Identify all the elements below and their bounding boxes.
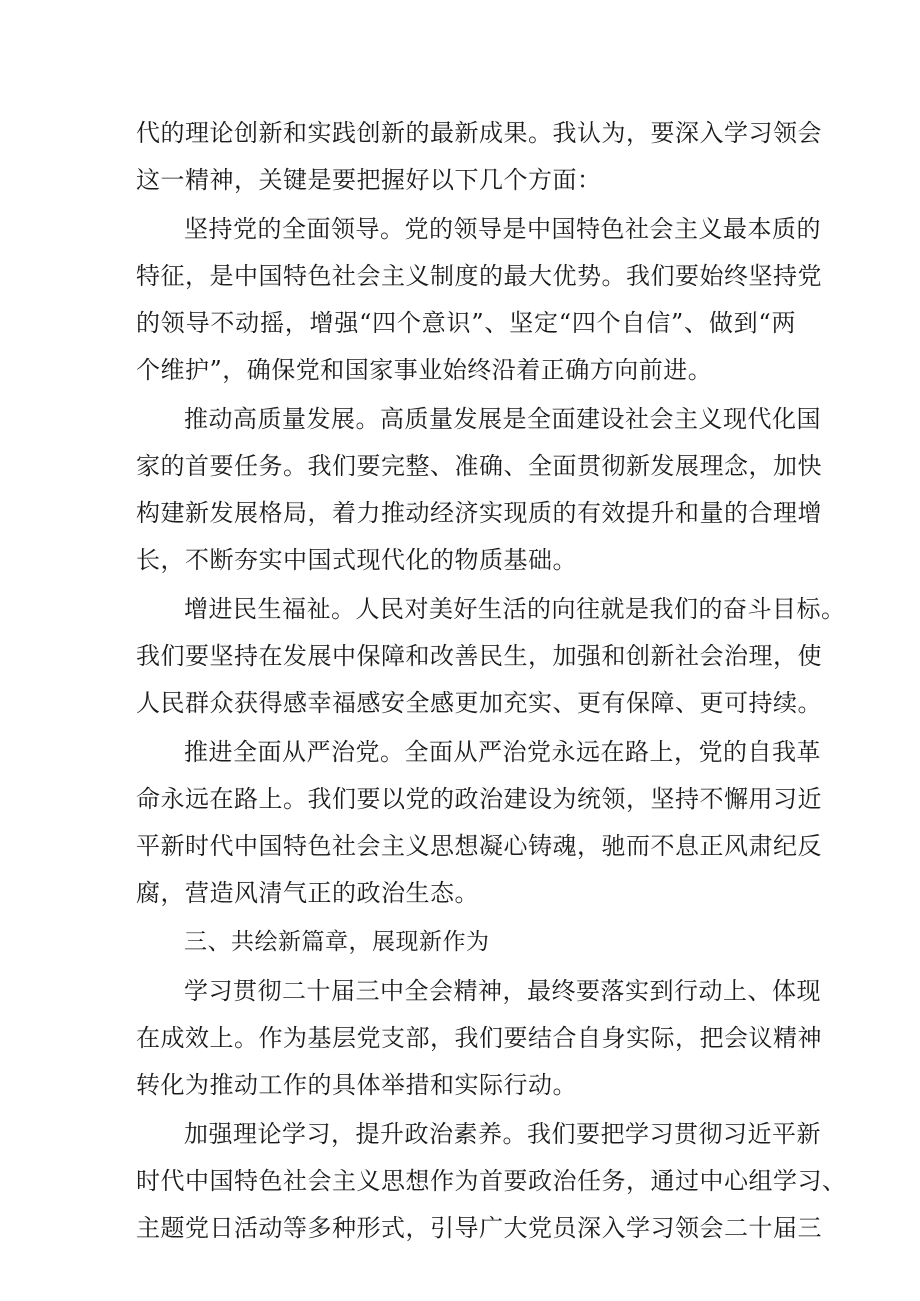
text-line: 这一精神，关键是要把握好以下几个方面： bbox=[136, 166, 602, 194]
text-line: 学习贯彻二十届三中全会精神，最终要落实到行动上、体现 bbox=[184, 977, 821, 1005]
text-line: 家的首要任务。我们要完整、准确、全面贯彻新发展理念，加快 bbox=[136, 452, 822, 480]
text-line: 代的理论创新和实践创新的最新成果。我认为，要深入学习领会 bbox=[136, 119, 822, 147]
text-line: 平新时代中国特色社会主义思想凝心铸魂，驰而不息正风肃纪反 bbox=[136, 832, 822, 860]
section-heading: 三、共绘新篇章，展现新作为 bbox=[184, 929, 490, 955]
text-line: 腐，营造风清气正的政治生态。 bbox=[136, 879, 479, 907]
text-line: 特征，是中国特色社会主义制度的最大优势。我们要始终坚持党 bbox=[136, 262, 822, 290]
text-line: 主题党日活动等多种形式，引导广大党员深入学习领会二十届三 bbox=[136, 1214, 822, 1242]
text-line: 命永远在路上。我们要以党的政治建设为统领，坚持不懈用习近 bbox=[136, 785, 822, 813]
text-line: 加强理论学习，提升政治素养。我们要把学习贯彻习近平新 bbox=[184, 1120, 821, 1148]
text-line: 长，不断夯实中国式现代化的物质基础。 bbox=[136, 546, 577, 574]
text-line: 个维护”，确保党和国家事业始终沿着正确方向前进。 bbox=[136, 356, 713, 384]
text-line: 的领导不动摇，增强“四个意识”、坚定“四个自信”、做到“两 bbox=[136, 309, 796, 337]
document-body bbox=[136, 110, 847, 1252]
text-line: 我们要坚持在发展中保障和改善民生，加强和创新社会治理，使 bbox=[136, 642, 822, 670]
text-line: 人民群众获得感幸福感安全感更加充实、更有保障、更可持续。 bbox=[136, 689, 822, 717]
text-line: 推动高质量发展。高质量发展是全面建设社会主义现代化国 bbox=[184, 405, 821, 433]
text-line: 转化为推动工作的具体举措和实际行动。 bbox=[136, 1071, 577, 1099]
text-line: 推进全面从严治党。全面从严治党永远在路上，党的自我革 bbox=[184, 738, 821, 766]
text-line: 在成效上。作为基层党支部，我们要结合自身实际，把会议精神 bbox=[136, 1024, 822, 1052]
text-line: 增进民生福祉。人民对美好生活的向往就是我们的奋斗目标。 bbox=[184, 595, 846, 623]
text-line: 时代中国特色社会主义思想作为首要政治任务，通过中心组学习、 bbox=[136, 1167, 847, 1195]
text-line: 坚持党的全面领导。党的领导是中国特色社会主义最本质的 bbox=[184, 215, 821, 243]
text-line: 构建新发展格局，着力推动经济实现质的有效提升和量的合理增 bbox=[136, 499, 822, 527]
